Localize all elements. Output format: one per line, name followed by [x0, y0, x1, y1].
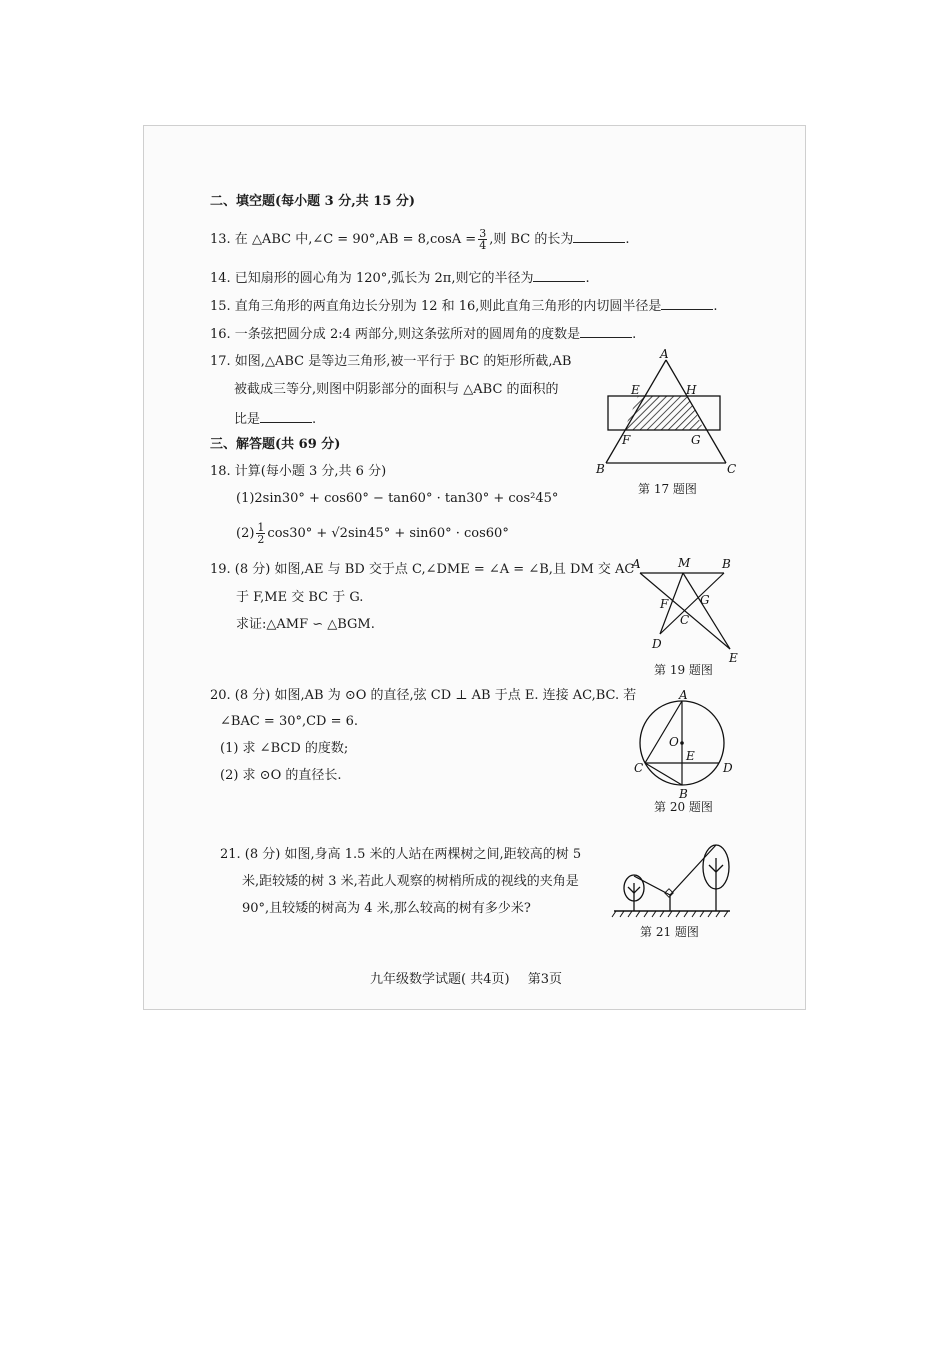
q19-line2: 于 F,ME 交 BC 于 G.: [236, 590, 364, 605]
q18-part2: [236, 522, 509, 545]
q19-line3: 求证:△AMF ∽ △BGM.: [236, 617, 375, 632]
short-tree: [624, 875, 644, 911]
figure-20: [632, 688, 742, 800]
q14-end: .: [585, 271, 590, 286]
q16-text: 16. 一条弦把圆分成 2:4 两部分,则这条弦所对的圆周角的度数是: [210, 327, 581, 342]
q13-text-after: ,则 BC 的长为: [489, 232, 574, 247]
figure-19-caption: 第 19 题图: [654, 663, 713, 677]
label-C: C: [727, 462, 737, 476]
q18-fraction: [256, 522, 265, 545]
figure-19: [632, 556, 742, 666]
label-M: M: [678, 556, 691, 570]
question-13: [210, 228, 629, 251]
answer-blank[interactable]: [533, 269, 585, 282]
label-B: B: [722, 557, 731, 571]
label-H: H: [686, 383, 697, 397]
label-A: A: [679, 688, 688, 702]
label-O: O: [669, 735, 679, 749]
q13-num: 3: [479, 227, 487, 240]
section3-heading: 三、解答题(共 69 分): [210, 437, 341, 452]
q13-fraction: [478, 228, 487, 251]
label-F: F: [622, 433, 631, 447]
label-F: F: [660, 597, 669, 611]
q20-line3: (1) 求 ∠BCD 的度数;: [220, 741, 349, 756]
label-C: C: [680, 613, 690, 627]
q21-line2: 米,距较矮的树 3 米,若此人观察的树梢所成的视线的夹角是: [242, 874, 579, 889]
q13-den: 4: [479, 239, 487, 252]
answer-blank[interactable]: [580, 325, 632, 338]
figure-20-caption: 第 20 题图: [654, 800, 713, 814]
question-17-line3: [234, 410, 316, 428]
label-B: B: [596, 462, 605, 476]
q18-den: 2: [257, 533, 265, 546]
q18-num: 1: [257, 521, 265, 534]
answer-blank[interactable]: [661, 297, 713, 310]
exam-page: [143, 125, 806, 1010]
answer-blank[interactable]: [260, 410, 312, 423]
label-A: A: [660, 347, 669, 361]
page-footer: [370, 968, 562, 987]
label-D: D: [723, 761, 733, 775]
q17-line3: 比是: [234, 412, 261, 427]
q15-end: .: [713, 299, 718, 314]
q21-line3: 90°,且较矮的树高为 4 米,那么较高的树有多少米?: [242, 901, 531, 916]
q18-part2-label: (2): [236, 526, 255, 541]
answer-blank[interactable]: [573, 230, 625, 243]
label-A: A: [632, 557, 641, 571]
q16-end: .: [632, 327, 637, 342]
label-D: D: [652, 637, 662, 651]
figure-21: [612, 838, 742, 928]
figure-21-caption: 第 21 题图: [640, 925, 699, 939]
label-C: C: [634, 761, 644, 775]
q19-line1: 19. (8 分) 如图,AE 与 BD 交于点 C,∠DME = ∠A = ∠B,且 DM 交 AC: [210, 562, 635, 577]
q17-line2: 被截成三等分,则图中阴影部分的面积与 △ABC 的面积的: [234, 382, 559, 397]
q13-end: .: [625, 232, 630, 247]
label-B: B: [679, 787, 688, 801]
q20-line1: 20. (8 分) 如图,AB 为 ⊙O 的直径,弦 CD ⊥ AB 于点 E. 连接 AC,BC. 若: [210, 688, 637, 703]
question-16: [210, 325, 636, 343]
q17-end: .: [312, 412, 317, 427]
figure-17: [594, 347, 737, 478]
label-G: G: [700, 593, 710, 607]
question-14: [210, 269, 590, 287]
footer-title: 九年级数学试题( 共4页): [370, 972, 510, 987]
label-E: E: [729, 651, 738, 665]
question-15: [210, 297, 718, 315]
footer-page-number: 第3页: [527, 972, 562, 987]
label-G: G: [691, 433, 701, 447]
q20-line2: ∠BAC = 30°,CD = 6.: [220, 714, 359, 729]
q15-text: 15. 直角三角形的两直角边长分别为 12 和 16,则此直角三角形的内切圆半径是: [210, 299, 662, 314]
figure-17-caption: 第 17 题图: [638, 482, 697, 496]
q13-text: 13. 在 △ABC 中,∠C = 90°,AB = 8,cosA =: [210, 232, 477, 247]
label-E: E: [631, 383, 640, 397]
q21-line1: 21. (8 分) 如图,身高 1.5 米的人站在两棵树之间,距较高的树 5: [220, 847, 582, 862]
q20-line4: (2) 求 ⊙O 的直径长.: [220, 768, 342, 783]
q18-part1: (1)2sin30° + cos60° − tan60° · tan30° + cos²45°: [236, 491, 559, 506]
section2-heading: 二、填空题(每小题 3 分,共 15 分): [210, 194, 416, 209]
q17-line1: 17. 如图,△ABC 是等边三角形,被一平行于 BC 的矩形所截,AB: [210, 354, 572, 369]
label-E: E: [686, 749, 695, 763]
q18-title: 18. 计算(每小题 3 分,共 6 分): [210, 464, 387, 479]
shaded-region: [624, 396, 704, 430]
q14-text: 14. 已知扇形的圆心角为 120°,弧长为 2π,则它的半径为: [210, 271, 534, 286]
q18-part2-text: cos30° + √2sin45° + sin60° · cos60°: [267, 526, 509, 541]
